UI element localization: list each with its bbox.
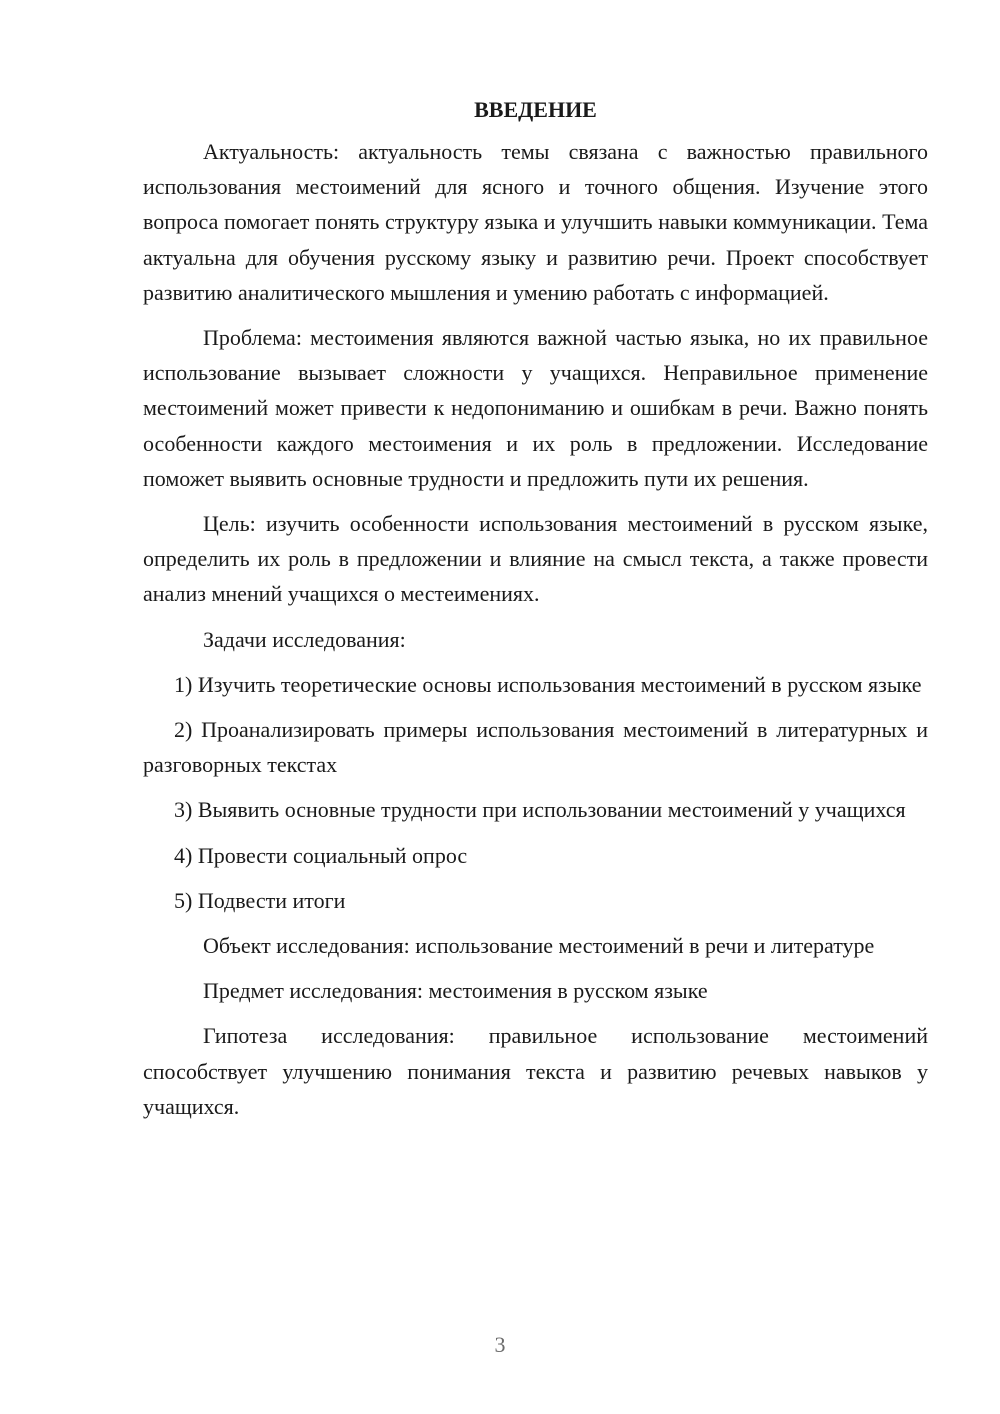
task-item-3: 3) Выявить основные трудности при использовании местоимений у учащихся [174, 797, 906, 823]
subject-paragraph: Предмет исследования: местоимения в русском языке [203, 978, 708, 1004]
tasks-heading: Задачи исследования: [203, 626, 406, 652]
task-item-4: 4) Провести социальный опрос [174, 842, 468, 868]
section-title: ВВЕДЕНИЕ [474, 97, 597, 122]
goal-paragraph: Цель: изучить особенности использования местоимений в русском языке, определить их роль в предложении и влияние на смысл текста, а также провести анализ мнений учащихся о местеимениях. [143, 511, 928, 607]
task-item-5: 5) Подвести итоги [174, 887, 346, 913]
task-item-2: 2) Проанализировать примеры использования местоимений в литературных и разговорных текстах [143, 717, 928, 778]
hypothesis-paragraph: Гипотеза исследования: правильное использование местоимений способствует улучшению понимания текста и развитию речевых навыков у учащихся. [143, 1023, 928, 1119]
page-number: 3 [494, 1332, 506, 1357]
relevance-paragraph: Актуальность: актуальность темы связана с важностью правильного использования местоимений для ясного и точного общения. Изучение этого вопроса помогает понять структуру языка и улучшить навыки коммуникации. Тема актуальна для обучения русскому языку и развитию речи. Проект способствует развитию аналитического мышления и умению работать с информацией. [143, 139, 928, 305]
object-paragraph: Объект исследования: использование местоимений в речи и литературе [203, 933, 875, 959]
problem-paragraph: Проблема: местоимения являются важной частью языка, но их правильное использование вызывает сложности у учащихся. Неправильное применение местоимений может привести к недопониманию и ошибкам в речи. Важно понять особенности каждого местоимения и их роль в предложении. Исследование поможет выявить основные трудности и предложить пути их решения. [143, 325, 928, 491]
task-item-1: 1) Изучить теоретические основы использования местоимений в русском языке [174, 671, 922, 697]
document-page [143, 92, 928, 1134]
